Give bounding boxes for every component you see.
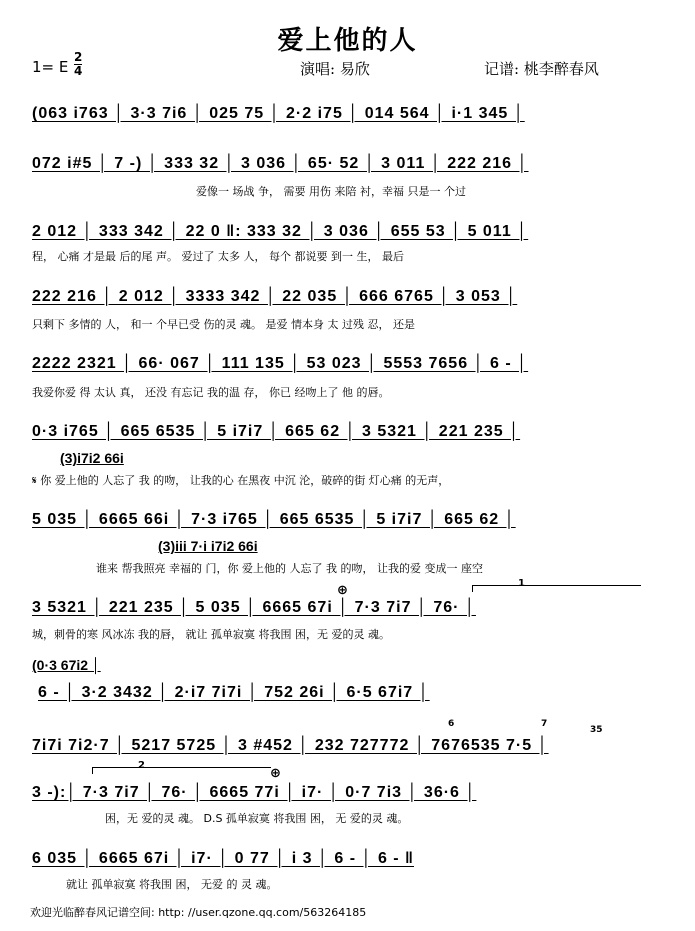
time-signature: [74, 51, 82, 78]
lyrics-row-5: 我爱你爱 得 太认 真， 还没 有忘记 我的温 存， 你已 经吻上了 他 的唇。: [32, 386, 390, 399]
volta-2-number: 2: [138, 760, 145, 771]
footer-link-text: 欢迎光临醉春风记谱空间: http: //user.qzone.qq.com/563264185: [30, 906, 367, 919]
key-signature: 1= E: [32, 58, 69, 76]
grace-note-label: 35: [590, 725, 603, 735]
lyrics-row-12: 就让 孤单寂寞 将我围 困， 无爱 的 灵 魂。: [66, 878, 278, 891]
notation-row-5: 2222 2321 │ 66· 067 │ 111 135 │ 53 023 │ 5553 7656 │ 6 - │: [32, 355, 529, 372]
notation-row-8: 3 5321 │ 221 235 │ 5 035 │ 6665 67i │ 7·3 7i7 │ 76· │: [32, 599, 476, 616]
lyrics-row-6: 𝄋 你 爱上他的 人忘了 我 的吻， 让我的心 在黑夜 中沉 沦，破碎的街 灯心痛 的无声，: [32, 474, 450, 487]
lyrics-row-7: 谁来 帮我照亮 幸福的 门，你 爱上他的 人忘了 我 的吻， 让我的爱 变成一 座空: [96, 562, 483, 575]
alternate-notes-row-6: (3)i7i2 66i: [60, 450, 124, 466]
lyrics-row-3: 程， 心痛 才是最 后的尾 声。 爱过了 太多 人， 每个 都说要 到一 生， 最后: [32, 250, 404, 263]
time-denominator: 4: [74, 64, 83, 78]
notation-row-11: 3 -):│ 7·3 7i7 │ 76· │ 6665 77i │ i7· │ 0·7 7i3 │ 36·6 │: [32, 784, 477, 801]
notation-row-2: 072 i#5 │ 7 -) │ 333 32 │ 3 036 │ 65· 52 │ 3 011 │ 222 216 │: [32, 155, 529, 172]
page-title: 爱上他的人: [277, 26, 418, 56]
notation-row-10: 7i7i 7i2·7 │ 5217 5725 │ 3 #452 │ 232 727772 │ 7676535 7·5 │: [32, 737, 549, 754]
time-numerator: 2: [74, 50, 83, 64]
notation-row-1: (063 i763 │ 3·3 7i6 │ 025 75 │ 2·2 i75 │ 014 564 │ i·1 345 │: [32, 105, 525, 122]
tuplet-7-label: 7: [541, 719, 548, 729]
pickup-notes-row-9: (0·3 67i2 │: [32, 657, 101, 673]
notation-row-7: 5 035 │ 6665 66i │ 7·3 i765 │ 665 6535 │ 5 i7i7 │ 665 62 │: [32, 511, 516, 528]
notation-row-4: 222 216 │ 2 012 │ 3333 342 │ 22 035 │ 666 6765 │ 3 053 │: [32, 288, 518, 305]
lyrics-row-11: 困，无 爱的灵 魂。 D.S 孤单寂寞 将我围 困， 无 爱的灵 魂。: [105, 812, 409, 825]
notation-row-12: 6 035 │ 6665 67i │ i7· │ 0 77 │ i 3 │ 6 - │ 6 - ‖: [32, 850, 415, 867]
volta-bracket-2: [92, 767, 271, 774]
coda-sign: ⊕: [337, 583, 348, 598]
coda-sign-2: ⊕: [270, 766, 281, 781]
singer-credit: 演唱: 易欣: [300, 60, 370, 78]
notation-row-3: 2 012 │ 333 342 │ 22 0 ‖: 333 32 │ 3 036 │ 655 53 │ 5 011 │: [32, 223, 529, 240]
lyrics-row-2: 爱像一 场战 争， 需要 用伤 来陪 衬，幸福 只是一 个过: [196, 185, 466, 198]
alternate-notes-row-7: (3)iii 7·i i7i2 66i: [158, 538, 258, 554]
notation-row-6: 0·3 i765 │ 665 6535 │ 5 i7i7 │ 665 62 │ 3 5321 │ 221 235 │: [32, 423, 521, 440]
tuplet-6-label: 6: [448, 719, 455, 729]
lyrics-row-4: 只剩下 多情的 人， 和一 个早已受 伤的灵 魂。 是爱 情本身 太 过残 忍， 还是: [32, 318, 415, 331]
volta-1-number: 1: [518, 578, 525, 589]
notation-row-9: 6 - │ 3·2 3432 │ 2·i7 7i7i │ 752 26i │ 6·5 67i7 │: [38, 684, 430, 701]
transcriber-credit: 记谱: 桃李醉春风: [484, 60, 599, 78]
volta-bracket-1: [472, 585, 641, 592]
lyrics-row-8: 城，刺骨的寒 风冰冻 我的唇， 就让 孤单寂寞 将我围 困，无 爱的灵 魂。: [32, 628, 390, 641]
